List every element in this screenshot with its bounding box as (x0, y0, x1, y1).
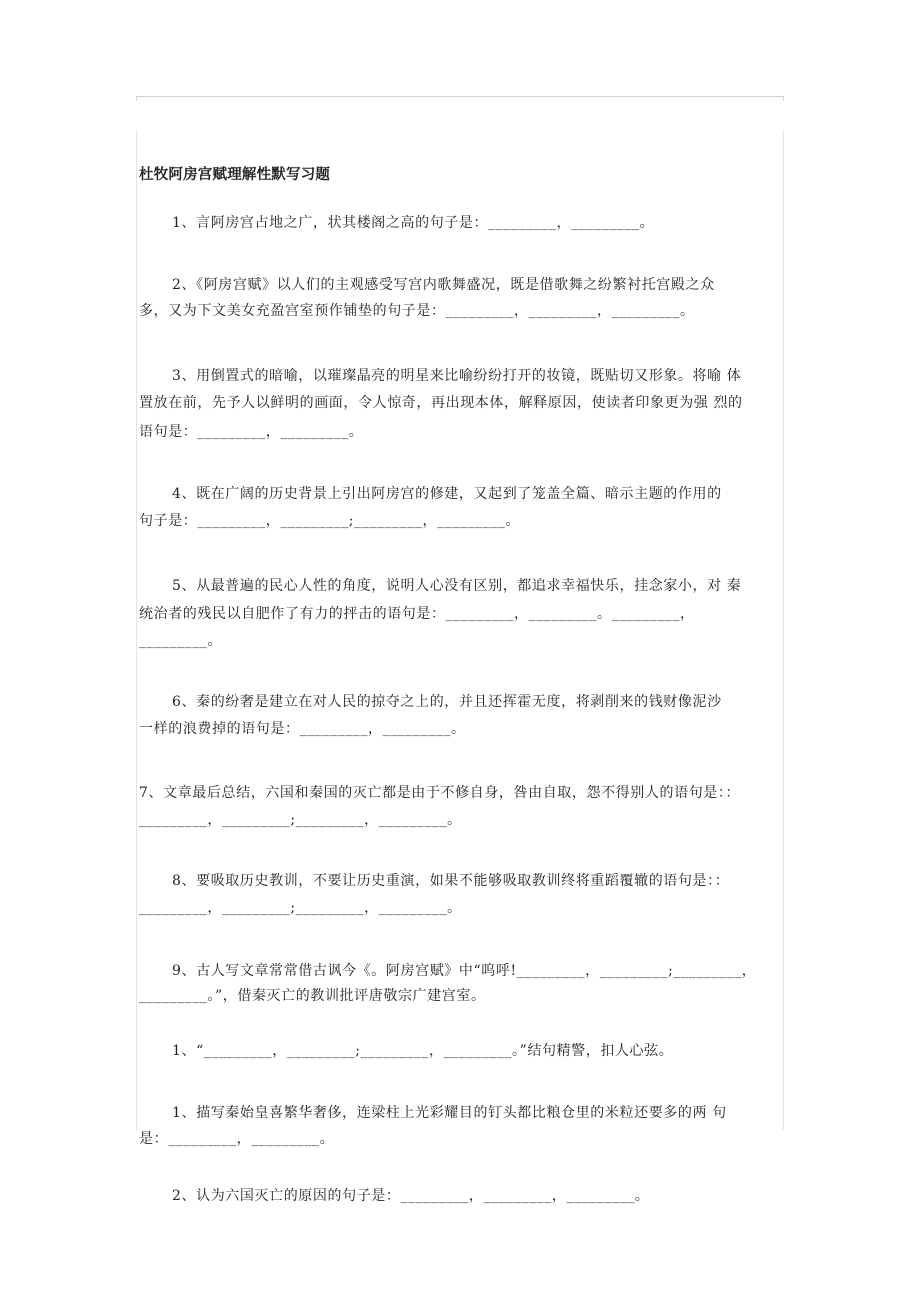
question-7-line-1: 7、文章最后总结，六国和秦国的灭亡都是由于不修自身，咎由自取，怨不得别人的语句是：： (139, 785, 741, 801)
question-6-line-2: 一样的浪费掉的语句是：_________，_________。 (139, 721, 466, 737)
document-title: 杜牧阿房宫赋理解性默写习题 (139, 166, 331, 183)
question-8-line-1: 8、要吸取历史教训，不要让历史重演，如果不能够吸取教训终将重蹈覆辙的语句是：： (172, 873, 730, 889)
extra-question-1: 1、“_________，_________;_________，_________。”结句精警，扣人心弦。 (172, 1043, 674, 1059)
question-2-line-2: 多，又为下文美女充盈宫室预作铺垫的句子是：_________，_________，_________。 (139, 303, 695, 319)
question-3-line-1: 3、用倒置式的暗喻，以璀璨晶亮的明星来比喻纷纷打开的妆镜，既贴切又形象。将喻 体 (172, 368, 742, 384)
question-8-line-2: _________，_________;_________，_________。 (139, 900, 462, 916)
question-9-line-1: 9、古人写文章常常借古讽今《。阿房宫赋》中“呜呼!_________，_________;_________， (172, 963, 757, 979)
question-5-line-3: _________。 (139, 633, 222, 649)
extra-question-2-line-2: 是：_________，_________。 (139, 1131, 335, 1147)
extra-question-3: 2、认为六国灭亡的原因的句子是：_________，_________，_________。 (172, 1188, 650, 1204)
question-3-line-2: 置放在前，先予人以鲜明的画面，令人惊奇，再出现本体，解释原因，使读者印象更为强 烈的 (139, 395, 743, 411)
question-6-line-1: 6、秦的纷奢是建立在对人民的掠夺之上的，并且还挥霍无度，将剥削来的钱财像泥沙 (172, 694, 722, 710)
question-7-line-2: _________，_________;_________，_________。 (139, 812, 462, 828)
question-5-line-2: 统治者的残民以自肥作了有力的抨击的语句是：_________，_________。_________， (139, 606, 695, 622)
question-2-line-1: 2、《阿房宫赋》以人们的主观感受写宫内歌舞盛况，既是借歌舞之纷繁衬托宫殿之众 (172, 277, 715, 293)
question-4-line-2: 句子是：_________，_________;_________，_________。 (139, 513, 521, 529)
question-9-line-2: _________。”，借秦灭亡的教训批评唐敬宗广建宫室。 (139, 988, 486, 1004)
extra-question-2-line-1: 1、描写秦始皇喜繁华奢侈，连梁柱上光彩耀目的钉头都比粮仓里的米粒还要多的两 句 (172, 1105, 727, 1121)
question-3-line-3: 语句是：_________，_________。 (139, 424, 364, 440)
question-1: 1、言阿房宫占地之广，状其楼阁之高的句子是：_________，_________。 (172, 215, 655, 231)
question-4-line-1: 4、既在广阔的历史背景上引出阿房宫的修建，又起到了笼盖全篇、暗示主题的作用的 (172, 486, 722, 502)
question-5-line-1: 5、从最普遍的民心人性的角度，说明人心没有区别，都追求幸福快乐，挂念家小，对 秦 (172, 578, 742, 594)
